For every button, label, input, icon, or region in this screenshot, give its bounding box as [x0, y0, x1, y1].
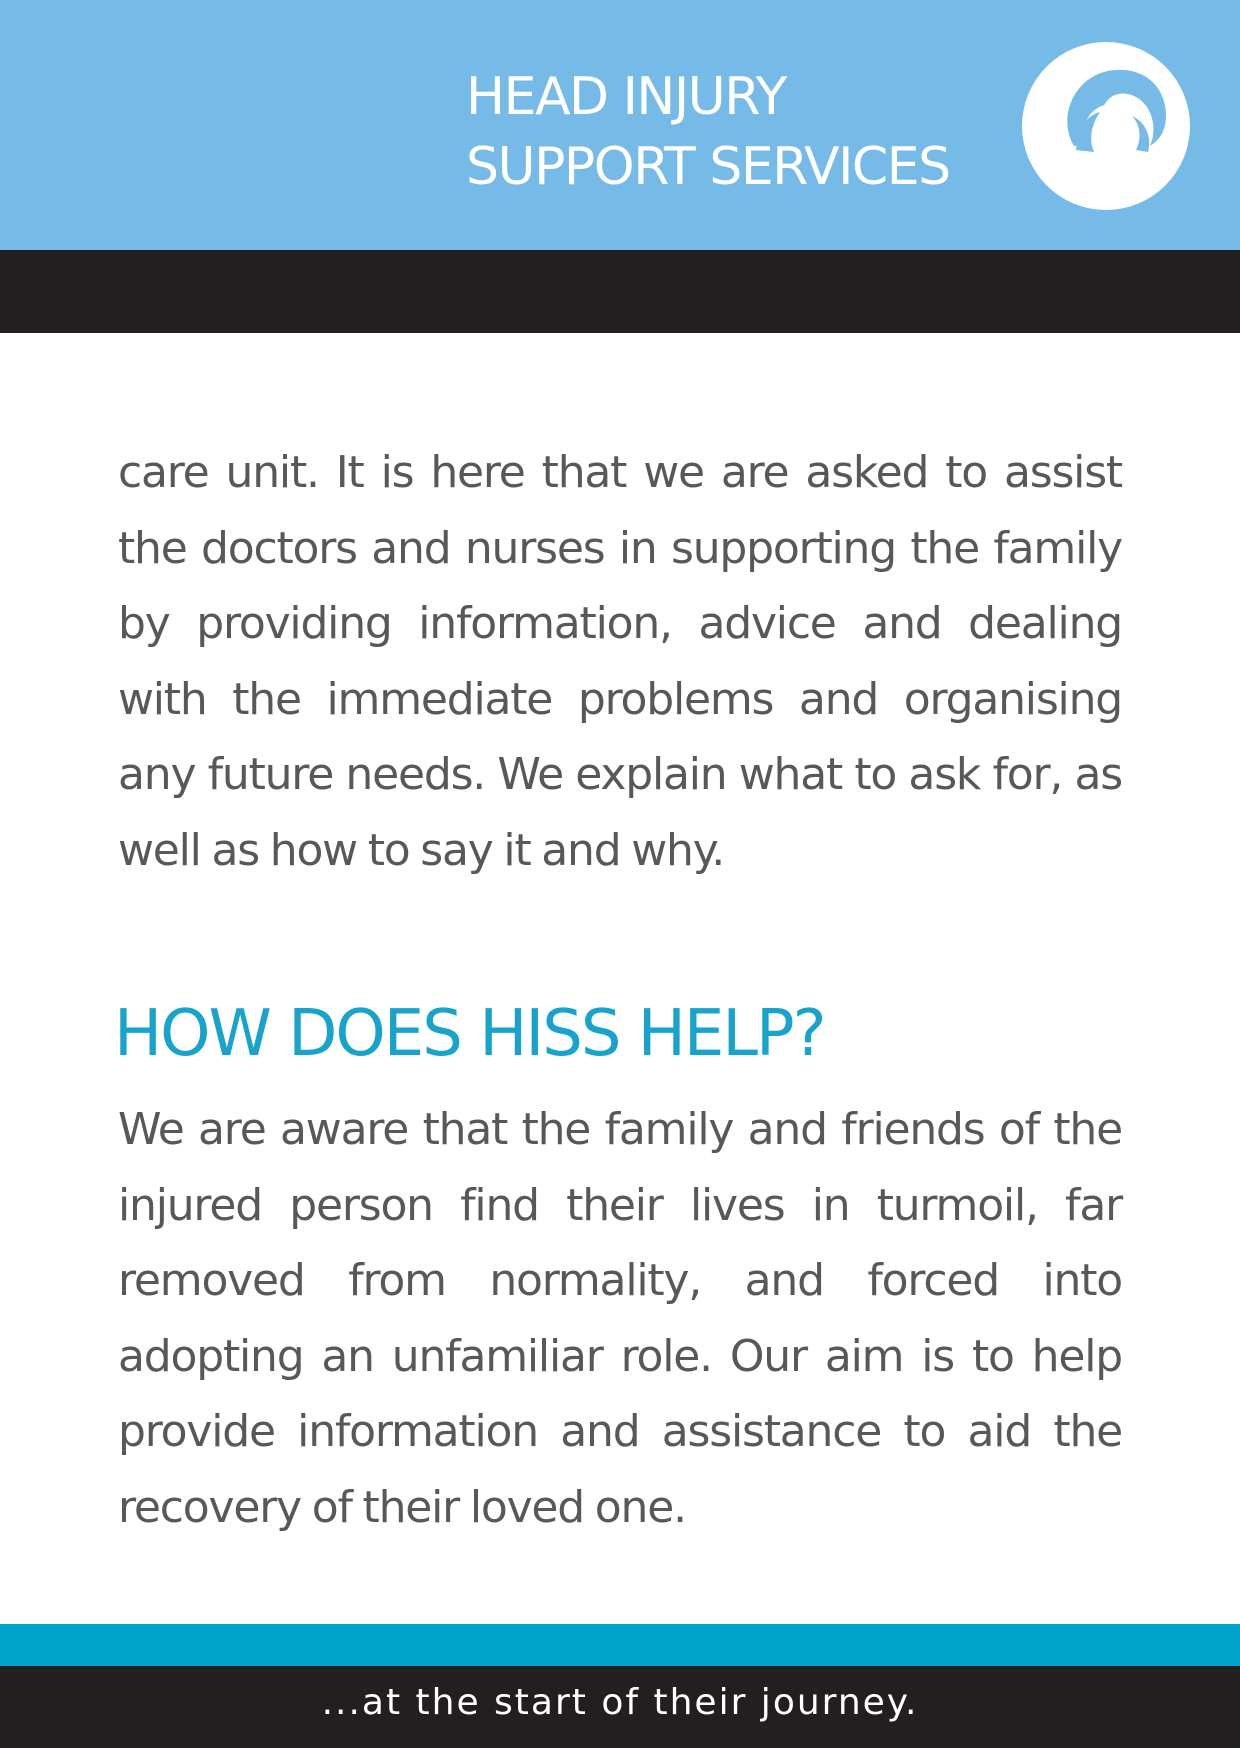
header-divider-band: [0, 250, 1240, 333]
organisation-name-line-2: SUPPORT SERVICES: [466, 137, 950, 197]
section-heading: HOW DOES HISS HELP?: [114, 997, 825, 1071]
header-banner: [0, 0, 1240, 250]
footer-band: [0, 1666, 1240, 1748]
intro-paragraph: care unit. It is here that we are asked to assist the doctors and nurses in supporting the family by providing information, advice and dealing with the immediate problems and organising any future needs. We explain what to ask for, as well as how to say it and why.: [118, 447, 1122, 876]
section-paragraph: We are aware that the family and friends of the injured person find their lives in turmoil, far removed from normality, and forced into adopting an unfamiliar role. Our aim is to help provide information and assistance to aid the recovery of their loved one.: [118, 1104, 1122, 1533]
organisation-name-line-1: HEAD INJURY: [466, 67, 786, 127]
footer-accent-band: [0, 1624, 1240, 1666]
footer-tagline: ...at the start of their journey.: [321, 1682, 919, 1723]
hiss-logo-icon: [1022, 42, 1190, 210]
organisation-name: [466, 62, 950, 202]
main-content: [114, 435, 1122, 1545]
